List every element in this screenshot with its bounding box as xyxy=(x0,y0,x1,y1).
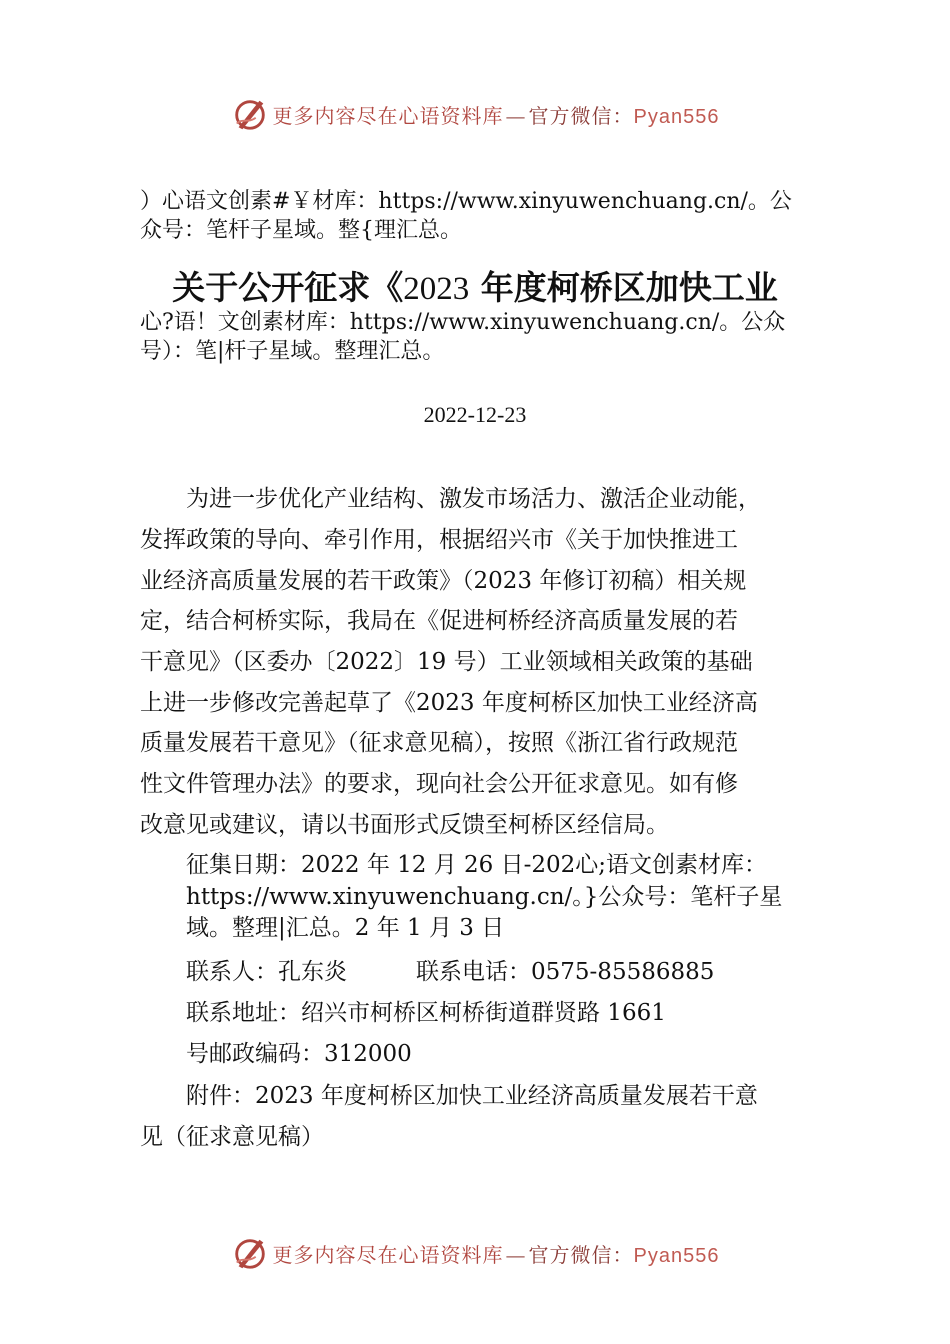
attachment-line: 见（征求意见稿） xyxy=(140,1124,324,1150)
watermark-line: ）心语文创素#￥材库：https://www.xinyuwenchuang.cn/。公 xyxy=(140,189,792,214)
footer-banner xyxy=(0,1231,950,1275)
header-banner xyxy=(0,92,950,136)
collection-date-line: 征集日期：2022 年 12 月 26 日-202心;语文创素材库： xyxy=(140,852,768,878)
body-line: 定，结合柯桥实际，我局在《促进柯桥经济高质量发展的若 xyxy=(140,608,738,634)
body-line: 为进一步优化产业结构、激发市场活力、激活企业动能， xyxy=(140,486,761,512)
watermark-line: 号）：笔|杆子星域。整理汇总。 xyxy=(140,339,445,364)
pen-logo-icon xyxy=(231,1234,269,1272)
body-line: 上进一步修改完善起草了《2023 年度柯桥区加快工业经济高 xyxy=(140,690,758,716)
body-line: 性文件管理办法》的要求，现向社会公开征求意见。如有修 xyxy=(140,771,738,797)
body-line: 业经济高质量发展的若干政策》（2023 年修订初稿）相关规 xyxy=(140,568,747,594)
publish-date: 2022-12-23 xyxy=(423,402,527,427)
collection-date-line: https://www.xinyuwenchuang.cn/。}公众号：笔杆子星 xyxy=(140,884,783,910)
watermark-line: 众号：笔杆子星域。整{理汇总。 xyxy=(140,218,462,243)
body-line: 干意见》（区委办〔2022〕19 号）工业领域相关政策的基础 xyxy=(140,649,753,675)
contact-address: 联系地址：绍兴市柯桥区柯桥街道群贤路 1661 xyxy=(140,1000,666,1026)
collection-date-line: 域。整理|汇总。2 年 1 月 3 日 xyxy=(140,915,505,941)
postal-code: 号邮政编码：312000 xyxy=(140,1041,412,1067)
banner-text: 更多内容尽在心语资料库 — 官方微信：Pyan556 xyxy=(272,103,720,128)
body-line: 质量发展若干意见》（征求意见稿），按照《浙江省行政规范 xyxy=(140,730,738,756)
body-line: 发挥政策的导向、牵引作用，根据绍兴市《关于加快推进工 xyxy=(140,527,738,553)
document-title: 关于公开征求《2023 年度柯桥区加快工业 xyxy=(172,268,778,307)
banner-text: 更多内容尽在心语资料库 — 官方微信：Pyan556 xyxy=(272,1242,720,1267)
pen-logo-icon xyxy=(231,95,269,133)
body-line: 改意见或建议，请以书面形式反馈至柯桥区经信局。 xyxy=(140,812,669,838)
watermark-line: 心?语！文创素材库：https://www.xinyuwenchuang.cn/。公众 xyxy=(140,310,786,335)
contact-person: 联系人：孔东炎 联系电话：0575-85586885 xyxy=(140,959,715,985)
attachment-line: 附件：2023 年度柯桥区加快工业经济高质量发展若干意 xyxy=(140,1083,758,1109)
